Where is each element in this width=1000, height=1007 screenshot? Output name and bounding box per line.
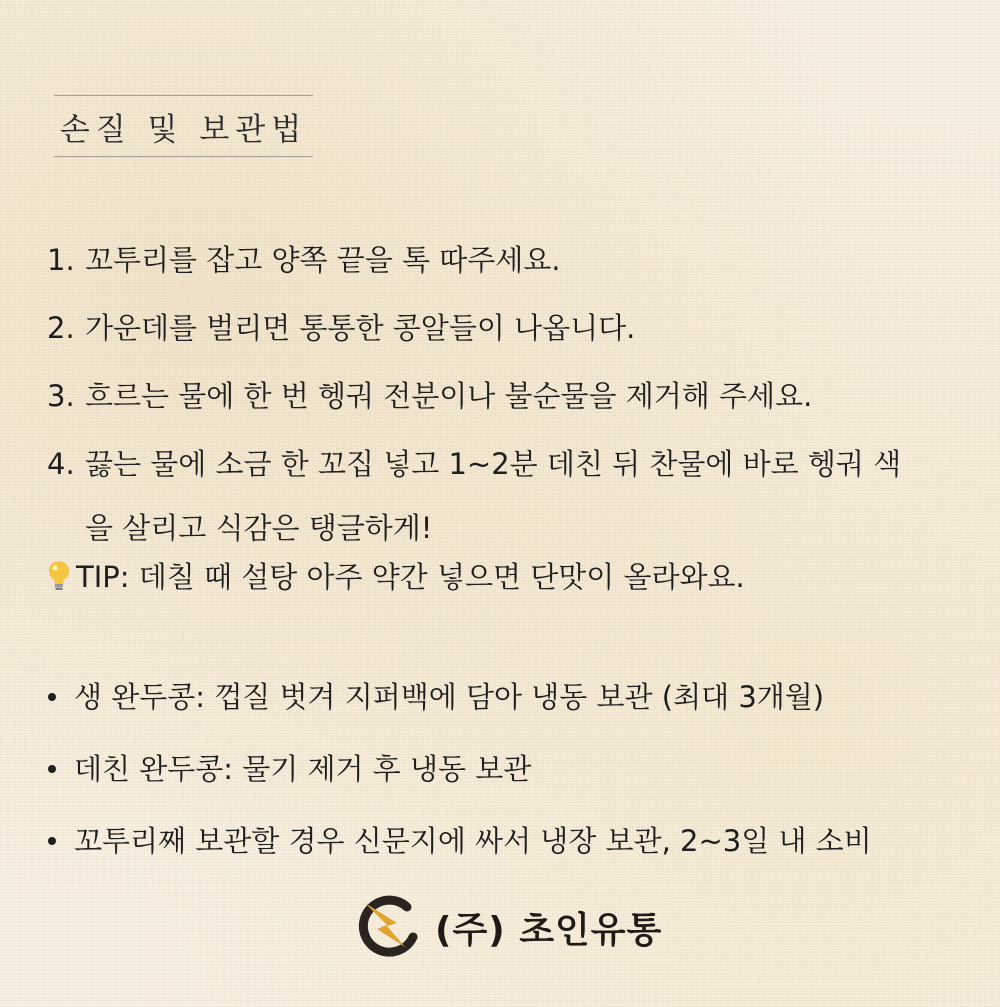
step-number: 4. [47,447,75,481]
tip-text: TIP: 데칠 때 설탕 아주 약간 넣으면 단맛이 올라와요. [76,560,745,594]
step-item [47,374,967,418]
step-item [47,238,967,282]
step-number: 2. [47,311,75,345]
step-text: 끓는 물에 소금 한 꼬집 넣고 1~2분 데친 뒤 찬물에 바로 헹궈 색을 살리고 식감은 탱글하게! [85,447,902,545]
bullet-dot [48,837,56,845]
storage-text: 생 완두콩: 껍질 벗겨 지퍼백에 담아 냉동 보관 (최대 3개월) [74,680,825,714]
storage-list [48,675,978,891]
list-item [48,675,978,719]
list-item [48,819,978,863]
step-text: 흐르는 물에 한 번 헹궈 전분이나 불순물을 제거해 주세요. [85,379,813,413]
storage-text: 꼬투리째 보관할 경우 신문지에 싸서 냉장 보관, 2~3일 내 소비 [74,824,872,858]
step-text: 꼬투리를 잡고 양쪽 끝을 톡 따주세요. [85,243,561,277]
bullet-dot [48,765,56,773]
tip-line [44,555,745,596]
step-text: 가운데를 벌리면 통통한 콩알들이 나옵니다. [85,311,636,345]
company-name: (주) 초인유통 [435,909,663,951]
steps-list [47,238,967,584]
step-item [47,306,967,350]
step-item [47,442,967,560]
step-number: 1. [47,243,75,277]
title-box [54,95,313,157]
bullet-dot [48,693,56,701]
storage-text: 데친 완두콩: 물기 제거 후 냉동 보관 [74,752,532,786]
page-title: 손질 및 보관법 [59,111,308,148]
list-item [48,747,978,791]
company-logo-icon [357,893,425,961]
lightbulb-icon [44,558,74,594]
step-number: 3. [47,379,75,413]
brand [357,893,662,961]
